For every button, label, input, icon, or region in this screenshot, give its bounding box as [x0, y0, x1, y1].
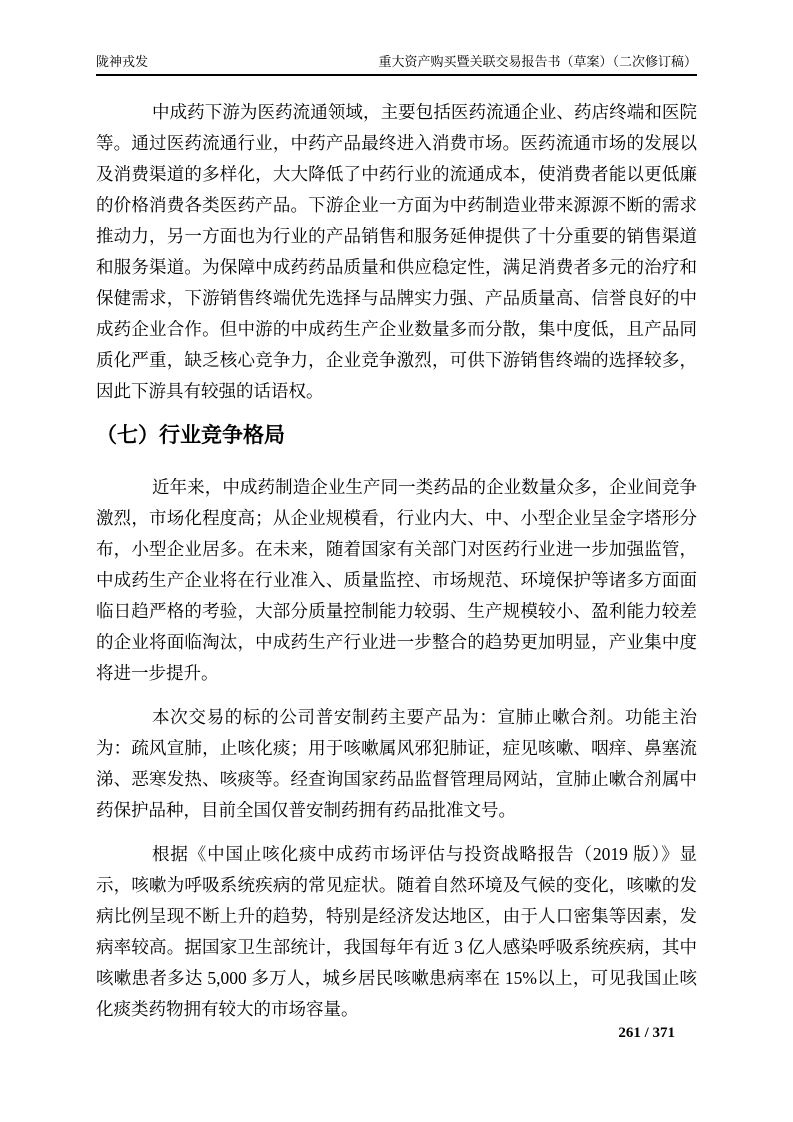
page-footer [96, 1025, 697, 1042]
page-number: 261 / 371 [618, 1025, 675, 1041]
header-company-name: 陇神戎发 [96, 54, 149, 69]
paragraph-target-company-product: 本次交易的标的公司普安制药主要产品为：宣肺止嗽合剂。功能主治为：疏风宣肺，止咳化痰；用于咳嗽属风邪犯肺证，症见咳嗽、咽痒、鼻塞流涕、恶寒发热、咳痰等。经查询国家药品监督管理局网站，宣肺止嗽合剂属中药保护品种，目前全国仅普安制药拥有药品批准文号。 [96, 707, 697, 820]
paragraph-market-capacity: 根据《中国止咳化痰中成药市场评估与投资战略报告（2019 版）》显示，咳嗽为呼吸系统疾病的常见症状。随着自然环境及气候的变化，咳嗽的发病比例呈现不断上升的趋势，特别是经济发达地区，由于人口密集等因素，发病率较高。据国家卫生部统计，我国每年有近 3 亿人感染呼吸系统疾病，其中咳嗽患者多达 5,000 多万人，城乡居民咳嗽患病率在 15%以上，可见我国止咳化痰类药物拥有较大的市场容量。 [96, 844, 697, 1019]
page-content [96, 97, 697, 1038]
header-report-title: 重大资产购买暨关联交易报告书（草案）（二次修订稿） [378, 54, 697, 69]
paragraph-downstream-industry: 中成药下游为医药流通领域，主要包括医药流通企业、药店终端和医院等。通过医药流通行业，中药产品最终进入消费市场。医药流通市场的发展以及消费渠道的多样化，大大降低了中药行业的流通成本，使消费者能以更低廉的价格消费各类医药产品。下游企业一方面为中药制造业带来源源不断的需求推动力，另一方面也为行业的产品销售和服务延伸提供了十分重要的销售渠道和服务渠道。为保障中成药药品质量和供应稳定性，满足消费者多元的治疗和保健需求，下游销售终端优先选择与品牌实力强、产品质量高、信誉良好的中成药企业合作。但中游的中成药生产企业数量多而分散，集中度低，且产品同质化严重，缺乏核心竞争力，企业竞争激烈，可供下游销售终端的选择较多，因此下游具有较强的话语权。 [96, 102, 697, 401]
paragraph-competition-landscape: 近年来，中成药制造企业生产同一类药品的企业数量众多，企业间竞争激烈，市场化程度高；从企业规模看，行业内大、中、小型企业呈金字塔形分布，小型企业居多。在未来，随着国家有关部门对医药行业进一步加强监管，中成药生产企业将在行业准入、质量监控、市场规范、环境保护等诸多方面面临日趋严格的考验，大部分质量控制能力较弱、生产规模较小、盈利能力较差的企业将面临淘汰，中成药生产行业进一步整合的趋势更加明显，产业集中度将进一步提升。 [96, 477, 697, 683]
section-heading-industry-competition: （七）行业竞争格局 [96, 424, 285, 447]
page-header [96, 54, 697, 76]
